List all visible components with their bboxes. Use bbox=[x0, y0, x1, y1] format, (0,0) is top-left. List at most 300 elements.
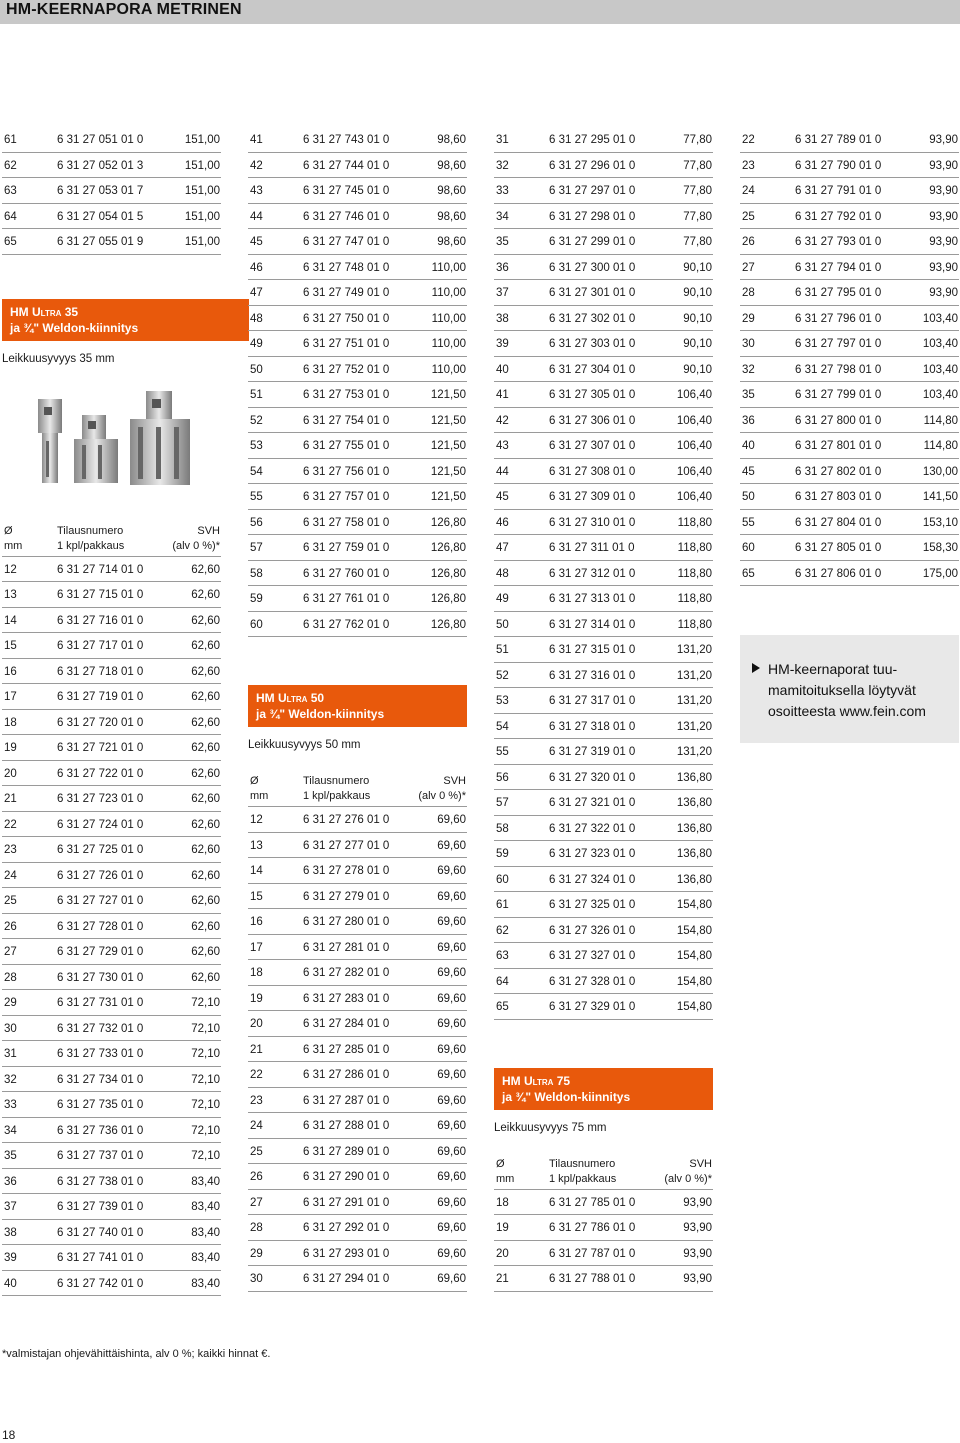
price-cell: 69,60 bbox=[437, 1273, 466, 1285]
table-row bbox=[2, 914, 221, 940]
order-number-cell: 6 31 27 737 01 0 bbox=[57, 1150, 144, 1162]
price-cell: 126,80 bbox=[430, 516, 466, 529]
table-row bbox=[248, 1190, 467, 1216]
order-number-cell: 6 31 27 326 01 0 bbox=[549, 924, 636, 937]
table-row bbox=[248, 178, 467, 204]
order-number-cell: 6 31 27 315 01 0 bbox=[549, 644, 636, 656]
table-row bbox=[740, 280, 959, 306]
order-number-cell: 6 31 27 788 01 0 bbox=[549, 1273, 636, 1285]
order-number-cell: 6 31 27 320 01 0 bbox=[549, 771, 636, 784]
table-row bbox=[248, 535, 467, 561]
table-row bbox=[2, 1271, 221, 1297]
order-number-cell: 6 31 27 051 01 0 bbox=[57, 134, 144, 146]
order-number-cell: 6 31 27 787 01 0 bbox=[549, 1247, 636, 1260]
price-cell: 121,50 bbox=[430, 440, 466, 452]
diameter-cell: 55 bbox=[496, 746, 509, 758]
table-header-ultra50: Ø mm Tilausnumero 1 kpl/pakkaus SVH (alv 0 %)* bbox=[248, 771, 467, 807]
table-row bbox=[740, 535, 959, 561]
order-number-cell: 6 31 27 721 01 0 bbox=[57, 742, 144, 754]
order-number-cell: 6 31 27 283 01 0 bbox=[303, 992, 390, 1005]
price-cell: 62,60 bbox=[191, 895, 220, 907]
order-number-cell: 6 31 27 311 01 0 bbox=[549, 542, 635, 554]
diameter-cell: 35 bbox=[4, 1150, 17, 1162]
table-row bbox=[494, 153, 713, 179]
table-row bbox=[2, 178, 221, 204]
order-number-cell: 6 31 27 795 01 0 bbox=[795, 287, 882, 299]
column-1 bbox=[2, 127, 221, 1296]
order-number-cell: 6 31 27 736 01 0 bbox=[57, 1124, 144, 1137]
price-cell: 93,90 bbox=[929, 287, 958, 299]
diameter-cell: 34 bbox=[496, 210, 509, 223]
table-row bbox=[494, 816, 713, 842]
diameter-cell: 45 bbox=[250, 236, 263, 248]
order-number-cell: 6 31 27 728 01 0 bbox=[57, 920, 144, 933]
order-number-cell: 6 31 27 758 01 0 bbox=[303, 516, 390, 529]
table-row bbox=[740, 204, 959, 230]
diameter-cell: 32 bbox=[742, 363, 755, 376]
order-number-cell: 6 31 27 294 01 0 bbox=[303, 1273, 390, 1285]
diameter-cell: 27 bbox=[742, 261, 755, 274]
price-cell: 77,80 bbox=[683, 236, 712, 248]
table-row bbox=[2, 582, 221, 608]
diameter-cell: 16 bbox=[250, 916, 263, 928]
price-cell: 69,60 bbox=[437, 1196, 466, 1209]
table-col2-top bbox=[248, 127, 467, 637]
price-cell: 126,80 bbox=[430, 618, 466, 631]
price-cell: 69,60 bbox=[437, 1043, 466, 1056]
column-2 bbox=[248, 127, 467, 1292]
price-cell: 83,40 bbox=[191, 1201, 220, 1213]
table-row bbox=[494, 178, 713, 204]
price-cell: 154,80 bbox=[676, 924, 712, 937]
price-cell: 121,50 bbox=[430, 491, 466, 503]
table-row bbox=[494, 433, 713, 459]
cutting-depth-ultra50: Leikkuusyvyys 50 mm bbox=[248, 739, 361, 751]
order-number-cell: 6 31 27 792 01 0 bbox=[795, 210, 882, 223]
table-row bbox=[494, 127, 713, 153]
table-row bbox=[2, 888, 221, 914]
table-row bbox=[494, 204, 713, 230]
order-number-cell: 6 31 27 803 01 0 bbox=[795, 491, 882, 503]
price-cell: 154,80 bbox=[676, 1001, 712, 1013]
table-row bbox=[248, 1241, 467, 1267]
page-number: 18 bbox=[2, 1428, 16, 1442]
table-row bbox=[740, 357, 959, 383]
diameter-cell: 33 bbox=[496, 185, 509, 197]
price-cell: 110,00 bbox=[431, 363, 466, 376]
price-cell: 121,50 bbox=[430, 389, 466, 401]
order-number-cell: 6 31 27 054 01 5 bbox=[57, 210, 144, 223]
price-cell: 103,40 bbox=[922, 338, 958, 350]
price-cell: 136,80 bbox=[676, 797, 712, 809]
diameter-cell: 35 bbox=[742, 389, 755, 401]
table-row bbox=[2, 204, 221, 230]
order-number-cell: 6 31 27 055 01 9 bbox=[57, 236, 144, 248]
order-number-cell: 6 31 27 755 01 0 bbox=[303, 440, 390, 452]
table-row bbox=[248, 833, 467, 859]
diameter-cell: 38 bbox=[4, 1226, 17, 1239]
diameter-cell: 20 bbox=[496, 1247, 509, 1260]
order-number-cell: 6 31 27 287 01 0 bbox=[303, 1094, 390, 1107]
price-cell: 72,10 bbox=[191, 997, 220, 1009]
order-number-cell: 6 31 27 793 01 0 bbox=[795, 236, 882, 248]
order-number-cell: 6 31 27 743 01 0 bbox=[303, 134, 390, 146]
price-cell: 62,60 bbox=[191, 946, 220, 958]
price-cell: 62,60 bbox=[191, 818, 220, 831]
diameter-cell: 50 bbox=[250, 363, 263, 376]
order-number-cell: 6 31 27 759 01 0 bbox=[303, 542, 390, 554]
diameter-cell: 56 bbox=[250, 516, 263, 529]
table-row bbox=[2, 1041, 221, 1067]
order-number-cell: 6 31 27 280 01 0 bbox=[303, 916, 390, 928]
order-number-cell: 6 31 27 290 01 0 bbox=[303, 1171, 390, 1183]
diameter-cell: 15 bbox=[250, 890, 263, 903]
table-row bbox=[740, 255, 959, 281]
diameter-cell: 30 bbox=[250, 1273, 263, 1285]
table-row bbox=[494, 535, 713, 561]
price-cell: 154,80 bbox=[676, 899, 712, 911]
price-cell: 98,60 bbox=[437, 185, 466, 197]
price-cell: 62,60 bbox=[191, 665, 220, 678]
table-row bbox=[2, 812, 221, 838]
diameter-cell: 25 bbox=[250, 1145, 263, 1158]
table-row bbox=[494, 892, 713, 918]
diameter-cell: 40 bbox=[4, 1277, 17, 1290]
table-row bbox=[248, 986, 467, 1012]
diameter-cell: 28 bbox=[4, 971, 17, 984]
price-cell: 136,80 bbox=[676, 873, 712, 886]
price-cell: 136,80 bbox=[676, 771, 712, 784]
table-row bbox=[494, 1190, 713, 1216]
table-row bbox=[494, 841, 713, 867]
table-row bbox=[248, 204, 467, 230]
order-number-cell: 6 31 27 276 01 0 bbox=[303, 814, 390, 826]
diameter-cell: 25 bbox=[742, 210, 755, 223]
order-number-cell: 6 31 27 289 01 0 bbox=[303, 1145, 390, 1158]
order-number-cell: 6 31 27 302 01 0 bbox=[549, 312, 636, 325]
order-number-cell: 6 31 27 295 01 0 bbox=[549, 134, 636, 146]
table-row bbox=[248, 1037, 467, 1063]
price-cell: 93,90 bbox=[929, 236, 958, 248]
price-cell: 154,80 bbox=[676, 950, 712, 962]
diameter-cell: 47 bbox=[496, 542, 509, 554]
price-cell: 62,60 bbox=[191, 971, 220, 984]
price-cell: 118,80 bbox=[677, 542, 712, 554]
price-cell: 154,80 bbox=[676, 975, 712, 988]
table-row bbox=[494, 229, 713, 255]
diameter-cell: 14 bbox=[250, 865, 263, 877]
order-number-cell: 6 31 27 291 01 0 bbox=[303, 1196, 390, 1209]
order-number-cell: 6 31 27 309 01 0 bbox=[549, 491, 636, 503]
table-row bbox=[248, 1011, 467, 1037]
order-number-cell: 6 31 27 804 01 0 bbox=[795, 516, 882, 529]
diameter-cell: 22 bbox=[250, 1069, 263, 1081]
table-row bbox=[2, 659, 221, 685]
order-number-cell: 6 31 27 053 01 7 bbox=[57, 185, 144, 197]
price-cell: 90,10 bbox=[683, 312, 712, 325]
table-row bbox=[2, 608, 221, 634]
order-number-cell: 6 31 27 288 01 0 bbox=[303, 1120, 390, 1132]
diameter-cell: 13 bbox=[4, 589, 17, 601]
order-number-cell: 6 31 27 301 01 0 bbox=[549, 287, 636, 299]
order-number-cell: 6 31 27 732 01 0 bbox=[57, 1022, 144, 1035]
diameter-cell: 45 bbox=[496, 491, 509, 503]
price-cell: 69,60 bbox=[437, 1222, 466, 1234]
price-cell: 106,40 bbox=[676, 414, 712, 427]
order-number-cell: 6 31 27 729 01 0 bbox=[57, 946, 144, 958]
diameter-cell: 37 bbox=[496, 287, 509, 299]
diameter-cell: 65 bbox=[4, 236, 17, 248]
price-cell: 72,10 bbox=[191, 1048, 220, 1060]
diameter-cell: 24 bbox=[250, 1120, 263, 1132]
table-row bbox=[2, 1143, 221, 1169]
price-cell: 62,60 bbox=[191, 691, 220, 703]
table-row bbox=[2, 1067, 221, 1093]
table-row bbox=[248, 280, 467, 306]
order-number-cell: 6 31 27 718 01 0 bbox=[57, 665, 144, 678]
price-cell: 62,60 bbox=[191, 767, 220, 780]
table-row bbox=[248, 127, 467, 153]
table-row bbox=[248, 807, 467, 833]
table-row bbox=[248, 510, 467, 536]
price-cell: 69,60 bbox=[437, 1018, 466, 1030]
order-number-cell: 6 31 27 715 01 0 bbox=[57, 589, 144, 601]
diameter-cell: 22 bbox=[742, 134, 755, 146]
price-cell: 118,80 bbox=[677, 567, 712, 580]
price-cell: 62,60 bbox=[191, 614, 220, 627]
price-cell: 90,10 bbox=[683, 261, 712, 274]
table-row bbox=[494, 586, 713, 612]
section-title-ultra35: HM Ultra 35 ja ¾" Weldon-kiinnitys bbox=[2, 299, 249, 341]
table-row bbox=[248, 960, 467, 986]
table-row bbox=[248, 459, 467, 485]
diameter-cell: 19 bbox=[4, 742, 17, 754]
order-number-cell: 6 31 27 797 01 0 bbox=[795, 338, 882, 350]
order-number-cell: 6 31 27 306 01 0 bbox=[549, 414, 636, 427]
price-cell: 136,80 bbox=[676, 822, 712, 835]
diameter-cell: 43 bbox=[496, 440, 509, 452]
diameter-cell: 50 bbox=[496, 618, 509, 631]
diameter-cell: 46 bbox=[496, 516, 509, 529]
table-row bbox=[248, 357, 467, 383]
order-number-cell: 6 31 27 734 01 0 bbox=[57, 1073, 144, 1086]
order-number-cell: 6 31 27 324 01 0 bbox=[549, 873, 636, 886]
table-row bbox=[494, 612, 713, 638]
price-cell: 118,80 bbox=[677, 618, 712, 631]
order-number-cell: 6 31 27 738 01 0 bbox=[57, 1175, 144, 1188]
table-row bbox=[494, 382, 713, 408]
diameter-cell: 19 bbox=[496, 1222, 509, 1234]
order-number-cell: 6 31 27 801 01 0 bbox=[795, 440, 882, 452]
table-row bbox=[248, 858, 467, 884]
table-col2-ultra50 bbox=[248, 807, 467, 1292]
order-number-cell: 6 31 27 714 01 0 bbox=[57, 563, 144, 576]
section-title-ultra50: HM Ultra 50 ja ¾" Weldon-kiinnitys bbox=[248, 685, 467, 727]
table-row bbox=[494, 255, 713, 281]
price-cell: 69,60 bbox=[437, 967, 466, 979]
order-number-cell: 6 31 27 310 01 0 bbox=[549, 516, 636, 529]
price-cell: 62,60 bbox=[191, 742, 220, 754]
price-cell: 121,50 bbox=[430, 414, 466, 427]
table-row bbox=[494, 459, 713, 485]
table-row bbox=[2, 1220, 221, 1246]
order-number-cell: 6 31 27 739 01 0 bbox=[57, 1201, 144, 1213]
diameter-cell: 37 bbox=[4, 1201, 17, 1213]
table-row bbox=[2, 1194, 221, 1220]
diameter-cell: 43 bbox=[250, 185, 263, 197]
order-number-cell: 6 31 27 806 01 0 bbox=[795, 567, 882, 580]
price-cell: 62,60 bbox=[191, 563, 220, 576]
diameter-cell: 26 bbox=[742, 236, 755, 248]
order-number-cell: 6 31 27 751 01 0 bbox=[303, 338, 390, 350]
order-number-cell: 6 31 27 730 01 0 bbox=[57, 971, 144, 984]
diameter-cell: 28 bbox=[250, 1222, 263, 1234]
price-cell: 110,00 bbox=[431, 338, 466, 350]
price-cell: 83,40 bbox=[191, 1252, 220, 1264]
order-number-cell: 6 31 27 799 01 0 bbox=[795, 389, 882, 401]
price-cell: 136,80 bbox=[676, 848, 712, 860]
table-row bbox=[2, 965, 221, 991]
diameter-cell: 44 bbox=[496, 465, 509, 478]
table-row bbox=[2, 1245, 221, 1271]
order-number-cell: 6 31 27 752 01 0 bbox=[303, 363, 390, 376]
diameter-cell: 23 bbox=[742, 159, 755, 172]
order-number-cell: 6 31 27 286 01 0 bbox=[303, 1069, 390, 1081]
order-number-cell: 6 31 27 789 01 0 bbox=[795, 134, 882, 146]
diameter-cell: 53 bbox=[250, 440, 263, 452]
price-cell: 69,60 bbox=[437, 839, 466, 852]
order-number-cell: 6 31 27 282 01 0 bbox=[303, 967, 390, 979]
info-note-box bbox=[740, 635, 959, 743]
price-cell: 114,80 bbox=[923, 440, 958, 452]
diameter-cell: 12 bbox=[250, 814, 263, 826]
price-cell: 106,40 bbox=[676, 465, 712, 478]
price-cell: 103,40 bbox=[922, 389, 958, 401]
table-row bbox=[2, 990, 221, 1016]
price-cell: 93,90 bbox=[929, 134, 958, 146]
diameter-cell: 40 bbox=[496, 363, 509, 376]
order-number-cell: 6 31 27 726 01 0 bbox=[57, 869, 144, 882]
order-number-cell: 6 31 27 322 01 0 bbox=[549, 822, 636, 835]
table-row bbox=[2, 761, 221, 787]
order-number-cell: 6 31 27 325 01 0 bbox=[549, 899, 636, 911]
table-row bbox=[2, 127, 221, 153]
price-cell: 69,60 bbox=[437, 890, 466, 903]
order-number-cell: 6 31 27 725 01 0 bbox=[57, 844, 144, 856]
diameter-cell: 23 bbox=[4, 844, 17, 856]
order-number-cell: 6 31 27 316 01 0 bbox=[549, 669, 636, 682]
price-cell: 98,60 bbox=[437, 210, 466, 223]
order-number-cell: 6 31 27 724 01 0 bbox=[57, 818, 144, 831]
price-cell: 72,10 bbox=[191, 1124, 220, 1137]
diameter-cell: 57 bbox=[496, 797, 509, 809]
order-number-cell: 6 31 27 317 01 0 bbox=[549, 695, 636, 707]
diameter-cell: 29 bbox=[250, 1247, 263, 1260]
diameter-cell: 54 bbox=[250, 465, 263, 478]
price-cell: 62,60 bbox=[191, 793, 220, 805]
diameter-cell: 49 bbox=[250, 338, 263, 350]
triangle-arrow-icon bbox=[752, 663, 760, 673]
diameter-cell: 17 bbox=[4, 691, 17, 703]
table-row bbox=[494, 1241, 713, 1267]
price-cell: 90,10 bbox=[683, 338, 712, 350]
page-title: HM-KEERNAPORA METRINEN bbox=[6, 1, 242, 18]
diameter-cell: 21 bbox=[250, 1043, 263, 1056]
order-number-cell: 6 31 27 321 01 0 bbox=[549, 797, 636, 809]
table-row bbox=[494, 688, 713, 714]
price-cell: 69,60 bbox=[437, 1247, 466, 1260]
order-number-cell: 6 31 27 300 01 0 bbox=[549, 261, 636, 274]
diameter-cell: 24 bbox=[4, 869, 17, 882]
price-cell: 151,00 bbox=[184, 159, 220, 172]
table-row bbox=[494, 280, 713, 306]
order-number-cell: 6 31 27 800 01 0 bbox=[795, 414, 882, 427]
column-3 bbox=[494, 127, 713, 1292]
order-number-cell: 6 31 27 762 01 0 bbox=[303, 618, 390, 631]
order-number-cell: 6 31 27 319 01 0 bbox=[549, 746, 636, 758]
diameter-cell: 42 bbox=[250, 159, 263, 172]
price-cell: 131,20 bbox=[676, 695, 712, 707]
price-cell: 69,60 bbox=[437, 1094, 466, 1107]
price-cell: 69,60 bbox=[437, 1145, 466, 1158]
order-number-cell: 6 31 27 760 01 0 bbox=[303, 567, 390, 580]
order-number-cell: 6 31 27 052 01 3 bbox=[57, 159, 144, 172]
diameter-cell: 35 bbox=[496, 236, 509, 248]
table-row bbox=[494, 918, 713, 944]
diameter-cell: 32 bbox=[4, 1073, 17, 1086]
price-cell: 131,20 bbox=[676, 746, 712, 758]
table-row bbox=[740, 510, 959, 536]
price-cell: 69,60 bbox=[437, 992, 466, 1005]
order-number-cell: 6 31 27 323 01 0 bbox=[549, 848, 636, 860]
table-row bbox=[2, 710, 221, 736]
order-number-cell: 6 31 27 731 01 0 bbox=[57, 997, 144, 1009]
price-cell: 62,60 bbox=[191, 640, 220, 652]
table-row bbox=[740, 408, 959, 434]
price-cell: 77,80 bbox=[683, 185, 712, 197]
diameter-cell: 29 bbox=[742, 312, 755, 325]
diameter-cell: 39 bbox=[4, 1252, 17, 1264]
table-row bbox=[2, 1169, 221, 1195]
price-cell: 90,10 bbox=[683, 287, 712, 299]
diameter-cell: 49 bbox=[496, 593, 509, 605]
order-number-cell: 6 31 27 299 01 0 bbox=[549, 236, 636, 248]
price-cell: 72,10 bbox=[191, 1150, 220, 1162]
table-row bbox=[2, 939, 221, 965]
order-number-cell: 6 31 27 720 01 0 bbox=[57, 716, 144, 729]
order-number-cell: 6 31 27 750 01 0 bbox=[303, 312, 390, 325]
order-number-cell: 6 31 27 744 01 0 bbox=[303, 159, 390, 172]
table-row bbox=[248, 229, 467, 255]
price-cell: 131,20 bbox=[676, 720, 712, 733]
order-number-cell: 6 31 27 328 01 0 bbox=[549, 975, 636, 988]
table-row bbox=[2, 229, 221, 255]
order-number-cell: 6 31 27 298 01 0 bbox=[549, 210, 636, 223]
diameter-cell: 47 bbox=[250, 287, 263, 299]
diameter-cell: 63 bbox=[4, 185, 17, 197]
order-number-cell: 6 31 27 314 01 0 bbox=[549, 618, 636, 631]
diameter-cell: 61 bbox=[4, 134, 17, 146]
price-cell: 130,00 bbox=[922, 465, 958, 478]
diameter-cell: 55 bbox=[742, 516, 755, 529]
diameter-cell: 60 bbox=[742, 542, 755, 554]
order-number-cell: 6 31 27 318 01 0 bbox=[549, 720, 636, 733]
order-number-cell: 6 31 27 785 01 0 bbox=[549, 1196, 636, 1209]
cutting-depth-ultra35: Leikkuusyvyys 35 mm bbox=[2, 352, 115, 365]
price-cell: 118,80 bbox=[677, 516, 712, 529]
table-row bbox=[248, 484, 467, 510]
table-row bbox=[248, 1139, 467, 1165]
